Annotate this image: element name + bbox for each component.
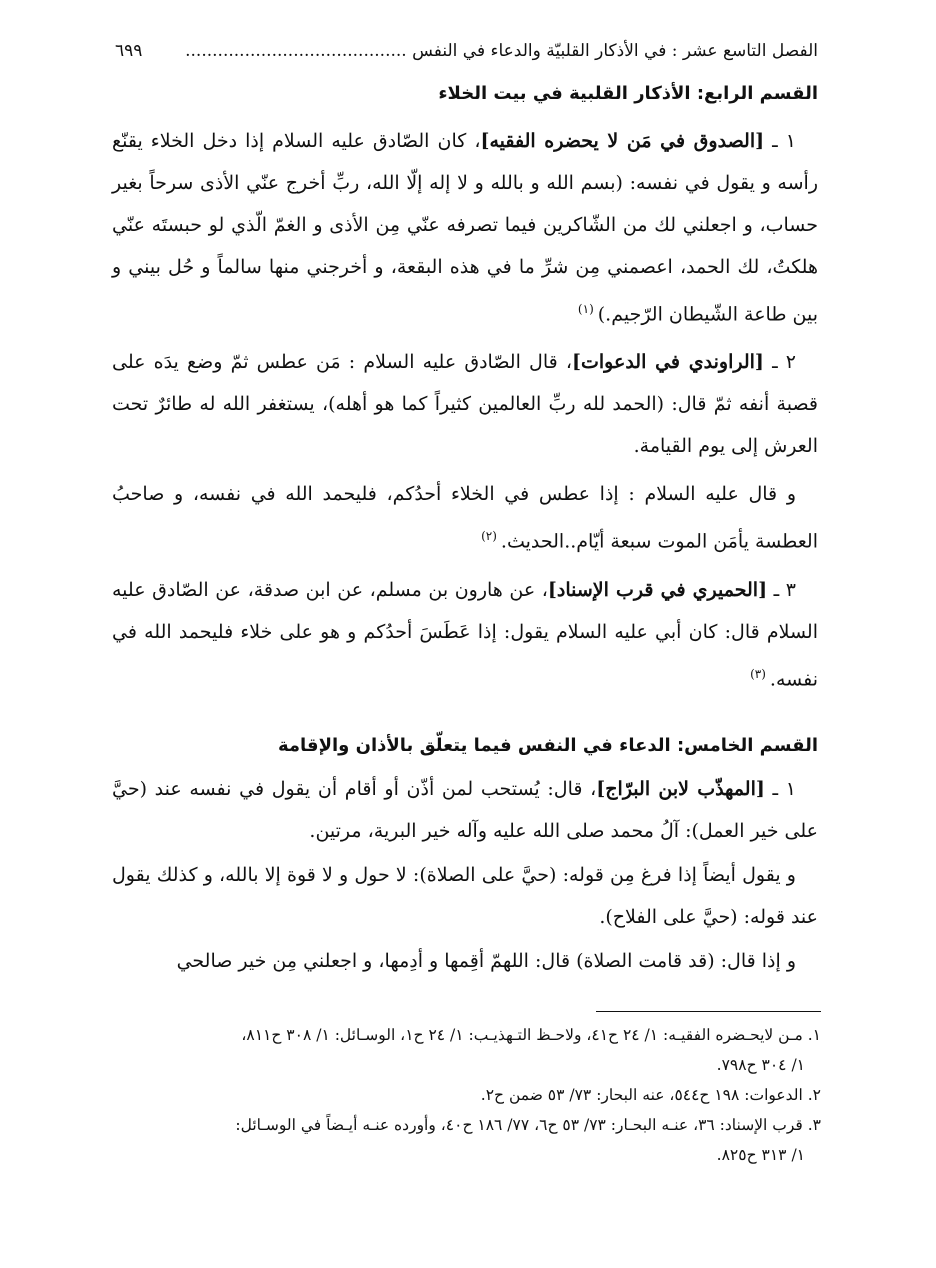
footnote-text: ٢. الدعوات: ١٩٨ ح٥٤٤، عنه البحار: ٧٣/ ٥٣ ضمن ح٢. [480,1086,821,1104]
section-4-body [112,120,818,706]
item-number: ٢ ـ [772,351,797,374]
footnote-item [112,1110,821,1170]
footnote-text: ٣. قرب الإسناد: ٣٦، عنـه البحـار: ٧٣/ ٥٣ ح٦، ٧٧/ ١٨٦ ح٤٠، وأورده عنـه أيـضاً في الوسـائل: [235,1116,821,1134]
source-citation: [الحميري في قرب الإسناد] [547,578,768,601]
footnote-continuation: ١/ ٣١٣ ح٨٢٥. [716,1146,805,1164]
paragraph [112,341,818,467]
section-5-body [112,768,818,984]
paragraph [112,120,818,335]
paragraph-text: ، قال: يُستحب لمن أذّن أو أقام أن يقول في نفسه عند (حيَّ على خير العمل): آلُ محمد صلى الله عليه وآله خير البرية، مرتين. [112,778,818,842]
footnote-marker[interactable]: (٣) [750,666,766,681]
footnote-item [112,1080,821,1110]
footnote-continuation: ١/ ٣٠٤ ح٧٩٨. [716,1056,805,1074]
paragraph [112,854,818,938]
footnotes [112,1020,821,1170]
paragraph [112,569,818,700]
paragraph [112,940,818,982]
running-header [115,38,818,64]
source-citation: [الراوندي في الدعوات] [572,351,764,374]
footnote-separator [596,1011,821,1012]
paragraph-text: ، قال الصّادق عليه السلام : مَن عطس ثمّ وضع يدَه على قصبة أنفه ثمّ قال: (الحمد لله ربِّ العالمين كثيراً كما هو أهله)، يستغفر الله له طائرٌ تحت العرش إلى يوم القيامة. [112,351,818,458]
running-title: الفصل التاسع عشر : في الأذكار القلبيّة والدعاء في النفس ......................................... [185,41,818,61]
paragraph-text: و قال عليه السلام : إذا عطس في الخلاء أحدُكم، فليحمد الله في نفسه، و صاحبُ العطسة يأمَن الموت سبعة أيّام..الحديث. [112,483,818,553]
section-title-5: القسم الخامس: الدعاء في النفس فيما يتعلّق بالأذان والإقامة [277,735,818,756]
paragraph-text: ، عن هارون بن مسلم، عن ابن صدقة، عن الصّادق عليه السلام قال: كان أبي عليه السلام يقول: إذا عَطَسَ أحدُكم و هو على خلاء فليحمد الله في نفسه. [112,578,818,690]
paragraph-text: ، كان الصّادق عليه السلام إذا دخل الخلاء يقنّع رأسه و يقول في نفسه: (بسم الله و بالله و لا إله إلّا الله، ربِّ أخرج عنّي الأذى سرحاً بغير حساب، و اجعلني لك من الشّاكرين فيما تصرفه عنّي مِن الأذى و الغمّ الّذي لو حبستَه عنّي هلكتُ، لك الحمد، اعصمني مِن شرِّ ما في هذه البقعة، و أخرجني منها سالماً و حُل بيني و بين طاعة الشّيطان الرّجيم.) [112,130,818,326]
paragraph-text: و إذا قال: (قد قامت الصلاة) قال: اللهمّ أقِمها و أدِمها، و اجعلني مِن خير صالحي [176,950,796,972]
footnote-text: ١. مـن لايحـضره الفقيـه: ١/ ٢٤ ح٤١، ولاحـظ التـهذيـب: ١/ ٢٤ ح١، الوسـائل: ١/ ٣٠٨ ح٨١١، [241,1026,821,1044]
item-number: ١ ـ [772,778,797,800]
footnote-item [112,1020,821,1080]
footnote-marker[interactable]: (٢) [481,529,497,544]
page-number: ٦٩٩ [115,41,143,61]
paragraph-text: و يقول أيضاً إذا فرغ مِن قوله: (حيَّ على الصلاة): لا حول و لا قوة إلا بالله، و كذلك يقول عند قوله: (حيَّ على الفلاح). [112,864,818,928]
item-number: ٣ ـ [773,578,797,601]
source-citation: [المهذّب لابن البرّاج] [596,778,765,800]
item-number: ١ ـ [772,130,797,152]
paragraph [112,768,818,852]
source-citation: [الصدوق في مَن لا يحضره الفقيه] [480,130,765,152]
paragraph [112,473,818,562]
section-title-4: القسم الرابع: الأذكار القلبية في بيت الخلاء [438,83,818,104]
footnote-marker[interactable]: (١) [577,302,594,316]
